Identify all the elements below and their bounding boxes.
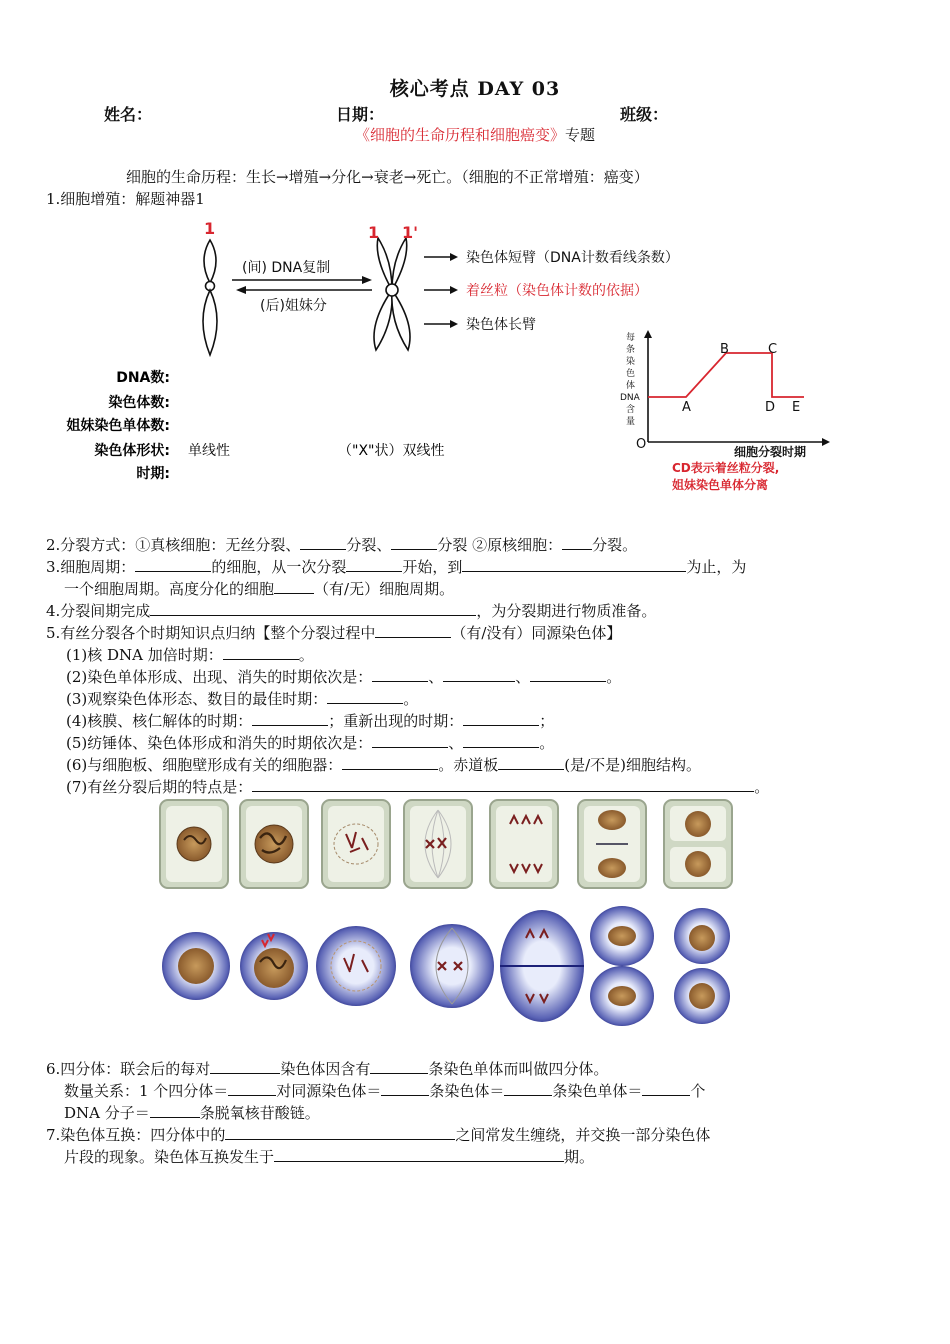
q5-1-blank[interactable] (223, 645, 299, 660)
q5-2-blank-3[interactable] (530, 667, 606, 682)
q6-blank-6[interactable] (642, 1081, 690, 1096)
subtitle-suffix: 专题 (565, 126, 596, 144)
label-1-single: 1 (204, 219, 216, 238)
q6-blank-2[interactable] (370, 1059, 428, 1074)
animal-mitosis-row (150, 904, 750, 1028)
q5-text-a: 5.有丝分裂各个时期知识点归纳【整个分裂过程中 (46, 624, 376, 642)
row-label-sister: 姐妹染色单体数: (66, 418, 170, 434)
q5-item-4 (66, 710, 554, 732)
q6-blank-3[interactable] (228, 1081, 276, 1096)
q6-text-d: 数量关系：1 个四分体＝ (64, 1082, 229, 1100)
animal-cell-6 (590, 906, 654, 1026)
dna-content-graph (644, 330, 830, 446)
point-d: D (765, 400, 776, 415)
q7-text-a: 7.染色体互换：四分体中的 (46, 1126, 226, 1144)
q2-blank-2[interactable] (391, 535, 437, 550)
ylabel-char-5: DNA (620, 393, 640, 403)
point-e: E (792, 400, 801, 415)
plant-cell-2 (240, 800, 308, 888)
q5-4-blank-1[interactable] (252, 711, 328, 726)
row-label-shape: 染色体形状: (94, 443, 170, 459)
q5-6-blank-2[interactable] (498, 755, 564, 770)
q5-item-3 (66, 688, 418, 710)
q3-blank-1[interactable] (135, 557, 211, 572)
intro-text: 细胞的生命历程：生长→增殖→分化→衰老→死亡。（细胞的不正常增殖：癌变） (126, 168, 649, 186)
pointer-long-arm: 染色体长臂 (466, 317, 536, 333)
q5-5-end: 。 (539, 734, 555, 752)
point-b: B (720, 342, 729, 357)
q5-2-sep-2: 、 (515, 668, 531, 686)
q5-5-sep: 、 (448, 734, 464, 752)
q5-2-text: (2)染色单体形成、出现、消失的时期依次是： (66, 668, 373, 686)
q6-text-e: 对同源染色体＝ (276, 1082, 382, 1100)
q5-5-blank-1[interactable] (372, 733, 448, 748)
q5-6-end: (是/不是)细胞结构。 (564, 756, 702, 774)
q5-4-text: (4)核膜、核仁解体的时期： (66, 712, 253, 730)
q2-blank-3[interactable] (562, 535, 592, 550)
q4-blank-1[interactable] (150, 601, 476, 616)
q5-2-blank-1[interactable] (372, 667, 428, 682)
q5-5-text: (5)纺锤体、染色体形成和消失的时期依次是： (66, 734, 373, 752)
q3-text-c: 开始，到 (402, 558, 463, 576)
animal-cell-7 (674, 908, 730, 1024)
q2-text-a: 2.分裂方式：①真核细胞：无丝分裂、 (46, 536, 301, 554)
graph-note-2: 姐妹染色单体分离 (672, 478, 769, 492)
single-chromosome (203, 240, 217, 355)
q5-blank-1[interactable] (375, 623, 451, 638)
q6-text-h: 个 (690, 1082, 706, 1100)
pointer-short-arm: 染色体短臂（DNA计数看线条数） (466, 250, 679, 266)
plant-cell-6 (578, 800, 646, 888)
q7-blank-1[interactable] (225, 1125, 455, 1140)
question-7-line-1 (46, 1124, 710, 1146)
ylabel-char-3: 色 (626, 369, 636, 379)
q6-text-g: 条染色单体＝ (552, 1082, 643, 1100)
q7-text-b: 之间常发生缠绕，并交换一部分染色体 (455, 1126, 711, 1144)
q3-blank-4[interactable] (274, 579, 314, 594)
date-label: 日期： (336, 105, 385, 124)
row-label-period: 时期: (136, 466, 170, 482)
q6-text-i: DNA 分子＝ (64, 1104, 150, 1122)
q5-6-text: (6)与细胞板、细胞壁形成有关的细胞器： (66, 756, 343, 774)
shape-single: 单线性 (188, 443, 230, 459)
row-label-dna: DNA数: (116, 370, 170, 386)
q5-1-text: (1)核 DNA 加倍时期： (66, 646, 223, 664)
plant-cell-1 (160, 800, 228, 888)
q2-text-c: 分裂 ②原核细胞： (437, 536, 563, 554)
row-label-chromosome: 染色体数: (108, 395, 170, 411)
q3-blank-2[interactable] (346, 557, 402, 572)
plant-cell-5 (490, 800, 558, 888)
q5-6-text-b: 。赤道板 (438, 756, 499, 774)
q3-text-d: 为止，为 (686, 558, 747, 576)
ylabel-char-2: 染 (626, 357, 636, 367)
q5-6-blank-1[interactable] (342, 755, 438, 770)
question-6-line-2 (64, 1080, 705, 1102)
label-1-sister: 1 (368, 223, 380, 242)
graph-xlabel: 细胞分裂时期 (734, 445, 807, 459)
ylabel-char-7: 量 (626, 417, 636, 427)
x-chromosome (374, 238, 410, 350)
q6-text-j: 条脱氧核苷酸链。 (199, 1104, 320, 1122)
ylabel-char-6: 含 (626, 405, 636, 415)
q2-text-b: 分裂、 (346, 536, 392, 554)
q5-4-end: ； (539, 712, 555, 730)
page-title: 核心考点 DAY 03 (389, 78, 561, 100)
animal-cell-5 (500, 910, 584, 1022)
q5-1-end: 。 (298, 646, 314, 664)
q5-7-end: 。 (754, 778, 770, 796)
q6-text-a: 6.四分体：联会后的每对 (46, 1060, 211, 1078)
plant-mitosis-row (150, 794, 750, 894)
plant-cell-4 (404, 800, 472, 888)
q2-blank-1[interactable] (300, 535, 346, 550)
q6-blank-4[interactable] (381, 1081, 429, 1096)
q3-text-e: 一个细胞周期。高度分化的细胞 (64, 580, 275, 598)
q2-text-d: 分裂。 (592, 536, 638, 554)
q5-item-1 (66, 644, 314, 666)
q6-text-b: 染色体因含有 (280, 1060, 371, 1078)
q3-text-b: 的细胞，从一次分裂 (211, 558, 347, 576)
q5-4-text-b: ；重新出现的时期： (328, 712, 464, 730)
chromosome-diagram (0, 210, 950, 530)
ylabel-char-0: 每 (626, 333, 636, 343)
plant-cell-3 (322, 800, 390, 888)
q7-text-c: 片段的现象。染色体互换发生于 (64, 1148, 275, 1166)
pointer-centromere: 着丝粒（染色体计数的依据） (466, 283, 648, 299)
question-6-line-1 (46, 1058, 608, 1080)
q6-text-f: 条染色体＝ (429, 1082, 505, 1100)
q6-blank-5[interactable] (504, 1081, 552, 1096)
graph-note-1: CD表示着丝粒分裂, (672, 461, 780, 475)
subtitle (0, 124, 950, 145)
name-label: 姓名： (104, 105, 153, 124)
shape-double: （"X"状）双线性 (338, 443, 445, 459)
q5-text-b: （有/没有）同源染色体】 (451, 624, 622, 642)
q5-3-blank[interactable] (327, 689, 403, 704)
subtitle-topic: 《细胞的生命历程和细胞癌变》 (354, 126, 565, 144)
q5-item-2 (66, 666, 621, 688)
q4-text-b: ，为分裂期进行物质准备。 (476, 602, 657, 620)
arrow-top-label: (间) DNA复制 (242, 260, 331, 276)
question-2 (46, 534, 637, 556)
arrow-bottom-label: (后)姐妹分 (260, 298, 327, 314)
q7-blank-2[interactable] (274, 1147, 564, 1162)
q5-2-sep-1: 、 (428, 668, 444, 686)
q5-3-text: (3)观察染色体形态、数目的最佳时期： (66, 690, 328, 708)
graph-origin: O (636, 437, 647, 452)
q3-text-f: （有/无）细胞周期。 (314, 580, 455, 598)
q3-blank-3[interactable] (462, 557, 686, 572)
q5-item-5 (66, 732, 554, 754)
q5-7-text: (7)有丝分裂后期的特点是： (66, 778, 253, 796)
q5-5-blank-2[interactable] (463, 733, 539, 748)
animal-cell-4 (410, 924, 494, 1008)
q5-2-blank-2[interactable] (443, 667, 515, 682)
arrow-right-head (362, 276, 372, 284)
class-label: 班级： (620, 105, 669, 124)
ylabel-char-4: 体 (626, 381, 636, 391)
question-3-line-2 (64, 578, 454, 600)
point-c: C (768, 342, 778, 357)
q7-text-d: 期。 (564, 1148, 595, 1166)
point-a: A (682, 400, 691, 415)
q6-blank-7[interactable] (150, 1103, 200, 1118)
question-6-line-3 (64, 1102, 320, 1124)
animal-cell-1 (162, 932, 230, 1000)
question-4 (46, 600, 656, 622)
ylabel-char-1: 条 (626, 345, 636, 355)
q6-text-c: 条染色单体而叫做四分体。 (428, 1060, 609, 1078)
q5-2-end: 。 (606, 668, 622, 686)
q5-7-blank[interactable] (252, 777, 754, 792)
label-1prime-sister: 1' (402, 223, 419, 242)
question-3-line-1 (46, 556, 746, 578)
animal-cell-3 (316, 926, 396, 1006)
section-1-title: 1.细胞增殖：解题神器1 (46, 190, 205, 208)
q5-4-blank-2[interactable] (463, 711, 539, 726)
q3-text-a: 3.细胞周期： (46, 558, 136, 576)
q6-blank-1[interactable] (210, 1059, 280, 1074)
q5-3-end: 。 (403, 690, 419, 708)
pointer-arrows (424, 253, 458, 328)
arrow-left-head (236, 286, 246, 294)
question-5 (46, 622, 621, 644)
plant-cell-7 (664, 800, 732, 888)
q5-item-6 (66, 754, 701, 776)
question-7-line-2 (64, 1146, 594, 1168)
q4-text-a: 4.分裂间期完成 (46, 602, 151, 620)
animal-cell-2 (240, 932, 308, 1000)
